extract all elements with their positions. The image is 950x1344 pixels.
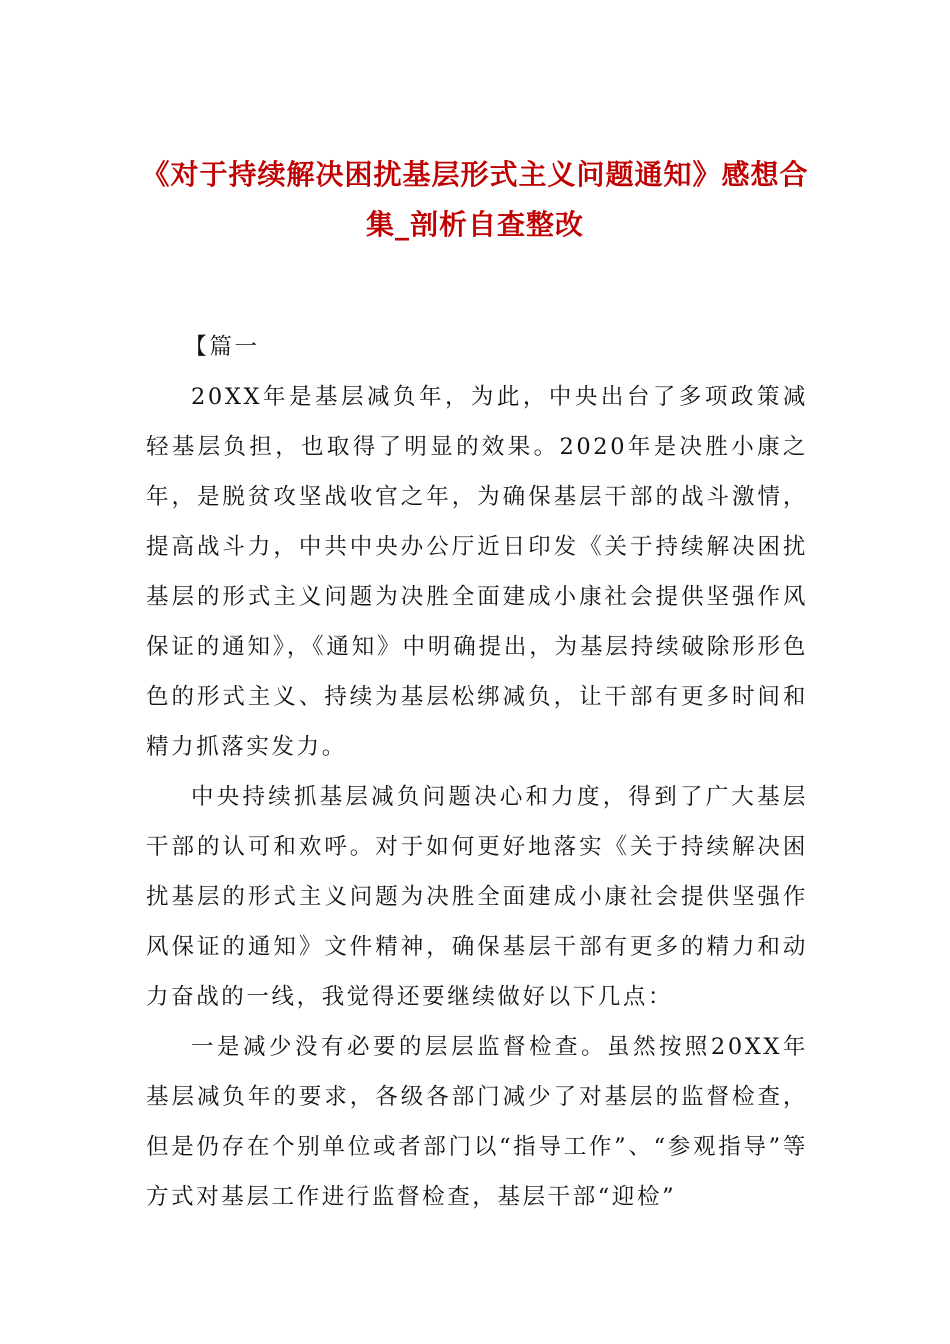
document-body bbox=[146, 322, 808, 1222]
document-title: 《对于持续解决困扰基层形式主义问题通知》感想合集_剖析自查整改 bbox=[141, 158, 809, 241]
section-heading: 【篇一 bbox=[184, 334, 260, 360]
paragraph: 一是减少没有必要的层层监督检查。虽然按照20XX年基层减负年的要求，各级各部门减少了对基层的监督检查，但是仍存在个别单位或者部门以“指导工作”、“参观指导”等方式对基层工作进行监督检查，基层干部“迎检” bbox=[146, 1034, 808, 1210]
paragraph: 20XX年是基层减负年，为此，中央出台了多项政策减轻基层负担，也取得了明显的效果。2020年是决胜小康之年，是脱贫攻坚战收官之年，为确保基层干部的战斗激情，提高战斗力，中共中央办公厅近日印发《关于持续解决困扰基层的形式主义问题为决胜全面建成小康社会提供坚强作风保证的通知》，《通知》中明确提出，为基层持续破除形形色色的形式主义、持续为基层松绑减负，让干部有更多时间和精力抓落实发力。 bbox=[146, 384, 808, 760]
paragraph: 中央持续抓基层减负问题决心和力度，得到了广大基层干部的认可和欢呼。对于如何更好地落实《关于持续解决困扰基层的形式主义问题为决胜全面建成小康社会提供坚强作风保证的通知》文件精神，确保基层干部有更多的精力和动力奋战的一线，我觉得还要继续做好以下几点： bbox=[146, 784, 808, 1010]
